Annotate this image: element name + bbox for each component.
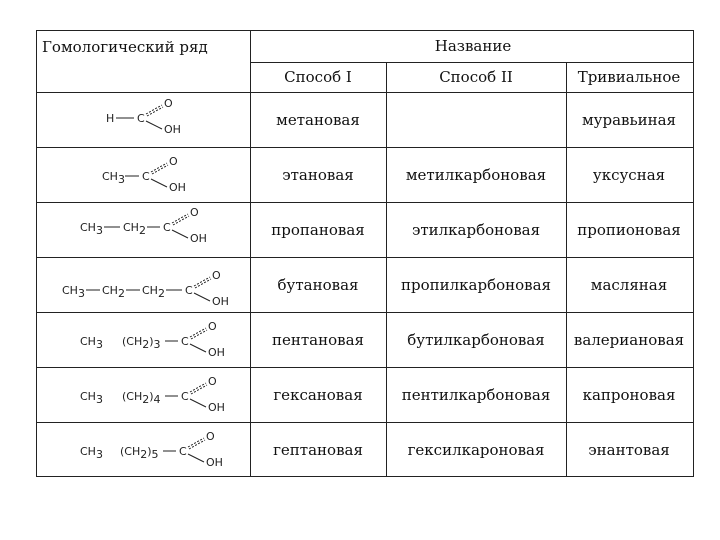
formula-hexanoic — [40, 370, 240, 420]
row-method1: гексановая — [273, 386, 363, 404]
svg-text:OH: OH — [208, 346, 225, 359]
svg-text:C: C — [181, 335, 189, 348]
table-border-bottom — [36, 476, 694, 477]
row-line — [36, 312, 694, 313]
row-method2: гексилкароновая — [407, 441, 545, 459]
svg-text:C: C — [163, 221, 171, 234]
row-line — [36, 92, 694, 93]
col-line — [250, 30, 251, 477]
method2-header: Способ II — [439, 68, 513, 86]
trivial-header: Тривиальное — [577, 68, 681, 86]
row-method1: пентановая — [272, 331, 364, 349]
row-method1: пропановая — [271, 221, 365, 239]
row-line — [36, 147, 694, 148]
svg-text:(CH2)5: (CH2)5 — [120, 445, 159, 461]
formula-heptanoic — [40, 425, 240, 475]
method1-header: Способ I — [284, 68, 352, 86]
row-line — [36, 257, 694, 258]
svg-text:CH2: CH2 — [102, 284, 125, 300]
svg-text:CH3: CH3 — [80, 390, 103, 406]
row-method2: этилкарбоновая — [411, 221, 541, 239]
svg-text:O: O — [206, 430, 215, 443]
svg-text:CH3: CH3 — [80, 221, 103, 237]
svg-text:(CH2)4: (CH2)4 — [122, 390, 161, 406]
svg-text:O: O — [208, 320, 217, 333]
name-header: Название — [434, 37, 512, 55]
row-method2: бутилкарбоновая — [407, 331, 545, 349]
svg-text:C: C — [179, 445, 187, 458]
svg-text:C: C — [137, 112, 145, 125]
svg-text:CH3: CH3 — [102, 170, 125, 186]
row-trivial: уксусная — [592, 166, 666, 184]
svg-text:OH: OH — [169, 181, 186, 194]
row-trivial: капроновая — [582, 386, 676, 404]
col-line — [386, 62, 387, 477]
svg-text:CH3: CH3 — [80, 335, 103, 351]
svg-text:O: O — [190, 206, 199, 219]
svg-text:CH2: CH2 — [142, 284, 165, 300]
row-method2: метилкарбоновая — [405, 166, 547, 184]
row-method1: гептановая — [273, 441, 363, 459]
row-line — [36, 202, 694, 203]
row-line — [36, 367, 694, 368]
col-line — [566, 62, 567, 477]
svg-text:CH3: CH3 — [62, 284, 85, 300]
svg-text:O: O — [164, 97, 173, 110]
svg-text:H: H — [106, 112, 115, 125]
formula-pentanoic — [40, 315, 240, 365]
svg-text:OH: OH — [190, 232, 207, 245]
svg-text:C: C — [142, 170, 150, 183]
formula-ethanoic — [40, 150, 240, 200]
row-method1: бутановая — [277, 276, 359, 294]
row-trivial: масляная — [590, 276, 668, 294]
formula-propanoic — [40, 205, 240, 255]
row-method1: этановая — [282, 166, 354, 184]
row-method2: пропилкарбоновая — [400, 276, 552, 294]
svg-text:C: C — [185, 284, 193, 297]
row-trivial: пропионовая — [577, 221, 681, 239]
svg-text:OH: OH — [164, 123, 181, 136]
row-method2: пентилкарбоновая — [401, 386, 551, 404]
svg-text:(CH2)3: (CH2)3 — [122, 335, 161, 351]
header-divider — [250, 62, 694, 63]
svg-text:O: O — [208, 375, 217, 388]
row-line — [36, 422, 694, 423]
row-trivial: валериановая — [573, 331, 685, 349]
row-trivial: муравьиная — [581, 111, 677, 129]
svg-text:CH2: CH2 — [123, 221, 146, 237]
svg-text:O: O — [169, 155, 178, 168]
table-border-left — [36, 30, 37, 477]
formula-methanoic — [40, 95, 240, 145]
svg-text:OH: OH — [208, 401, 225, 414]
row-trivial: энантовая — [588, 441, 670, 459]
table-border-top — [36, 30, 694, 31]
svg-text:OH: OH — [206, 456, 223, 469]
series-header: Гомологический ряд — [42, 38, 208, 56]
formula-butanoic — [40, 260, 240, 310]
svg-text:C: C — [181, 390, 189, 403]
svg-text:OH: OH — [212, 295, 229, 308]
table-border-right — [693, 30, 694, 477]
svg-text:CH3: CH3 — [80, 445, 103, 461]
svg-text:O: O — [212, 269, 221, 282]
row-method1: метановая — [276, 111, 360, 129]
